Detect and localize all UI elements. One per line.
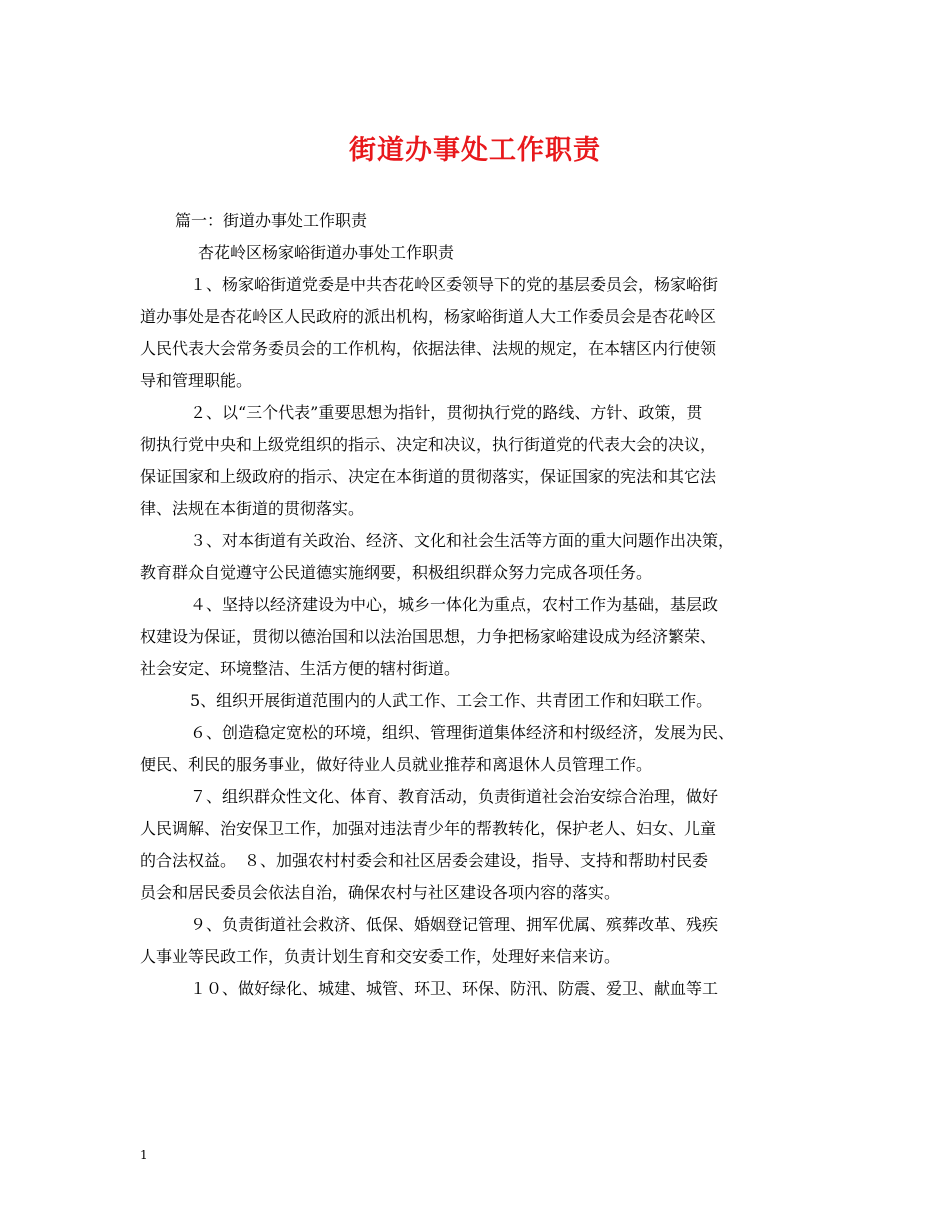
document-title: 街道办事处工作职责 bbox=[349, 135, 601, 166]
body-line: ９、负责街道社会救济、低保、婚姻登记管理、拥军优属、殡葬改革、残疾 bbox=[190, 915, 719, 934]
body-line: 篇一：街道办事处工作职责 bbox=[175, 211, 368, 230]
body-line: 保证国家和上级政府的指示、决定在本街道的贯彻落实，保证国家的宪法和其它法 bbox=[140, 467, 717, 486]
body-line: 社会安定、环境整洁、生活方便的辖村街道。 bbox=[140, 659, 461, 678]
body-line: 人民代表大会常务委员会的工作机构，依据法律、法规的规定，在本辖区内行使领 bbox=[140, 339, 717, 358]
body-line: ６、创造稳定宽松的环境，组织、管理街道集体经济和村级经济，发展为民、 bbox=[190, 723, 735, 742]
body-line: ４、坚持以经济建设为中心，城乡一体化为重点，农村工作为基础，基层政 bbox=[190, 595, 719, 614]
body-line: 杏花岭区杨家峪街道办事处工作职责 bbox=[198, 243, 455, 262]
page-number: 1 bbox=[140, 1148, 148, 1162]
body-line: 人民调解、治安保卫工作，加强对违法青少年的帮教转化，保护老人、妇女、儿童 bbox=[140, 819, 717, 838]
body-line: 人事业等民政工作，负责计划生育和交安委工作，处理好来信来访。 bbox=[140, 947, 621, 966]
document-body bbox=[140, 205, 830, 1005]
body-line: ３、对本街道有关政治、经济、文化和社会生活等方面的重大问题作出决策， bbox=[190, 531, 735, 550]
body-line: 导和管理职能。 bbox=[140, 371, 253, 390]
body-line: 彻执行党中央和上级党组织的指示、决定和决议，执行街道党的代表大会的决议， bbox=[140, 435, 717, 454]
body-line: 律、法规在本街道的贯彻落实。 bbox=[140, 499, 365, 518]
body-line: １、杨家峪街道党委是中共杏花岭区委领导下的党的基层委员会，杨家峪街 bbox=[190, 275, 719, 294]
body-line: １０、做好绿化、城建、城管、环卫、环保、防汛、防震、爱卫、献血等工 bbox=[190, 979, 719, 998]
body-line: 的合法权益。 ８、加强农村村委会和社区居委会建设，指导、支持和帮助村民委 bbox=[140, 851, 709, 870]
body-line: ７、组织群众性文化、体育、教育活动，负责街道社会治安综合治理，做好 bbox=[190, 787, 719, 806]
body-line: 员会和居民委员会依法自治，确保农村与社区建设各项内容的落实。 bbox=[140, 883, 621, 902]
body-line: ２、以“三个代表”重要思想为指针，贯彻执行党的路线、方针、政策，贯 bbox=[190, 403, 703, 422]
body-line: 教育群众自觉遵守公民道德实施纲要，积极组织群众努力完成各项任务。 bbox=[140, 563, 653, 582]
body-line: 便民、利民的服务事业，做好待业人员就业推荐和离退休人员管理工作。 bbox=[140, 755, 653, 774]
body-line: 道办事处是杏花岭区人民政府的派出机构，杨家峪街道人大工作委员会是杏花岭区 bbox=[140, 307, 717, 326]
body-line: 5、组织开展街道范围内的人武工作、工会工作、共青团工作和妇联工作。 bbox=[190, 691, 713, 710]
body-line: 权建设为保证，贯彻以德治国和以法治国思想，力争把杨家峪建设成为经济繁荣、 bbox=[140, 627, 717, 646]
